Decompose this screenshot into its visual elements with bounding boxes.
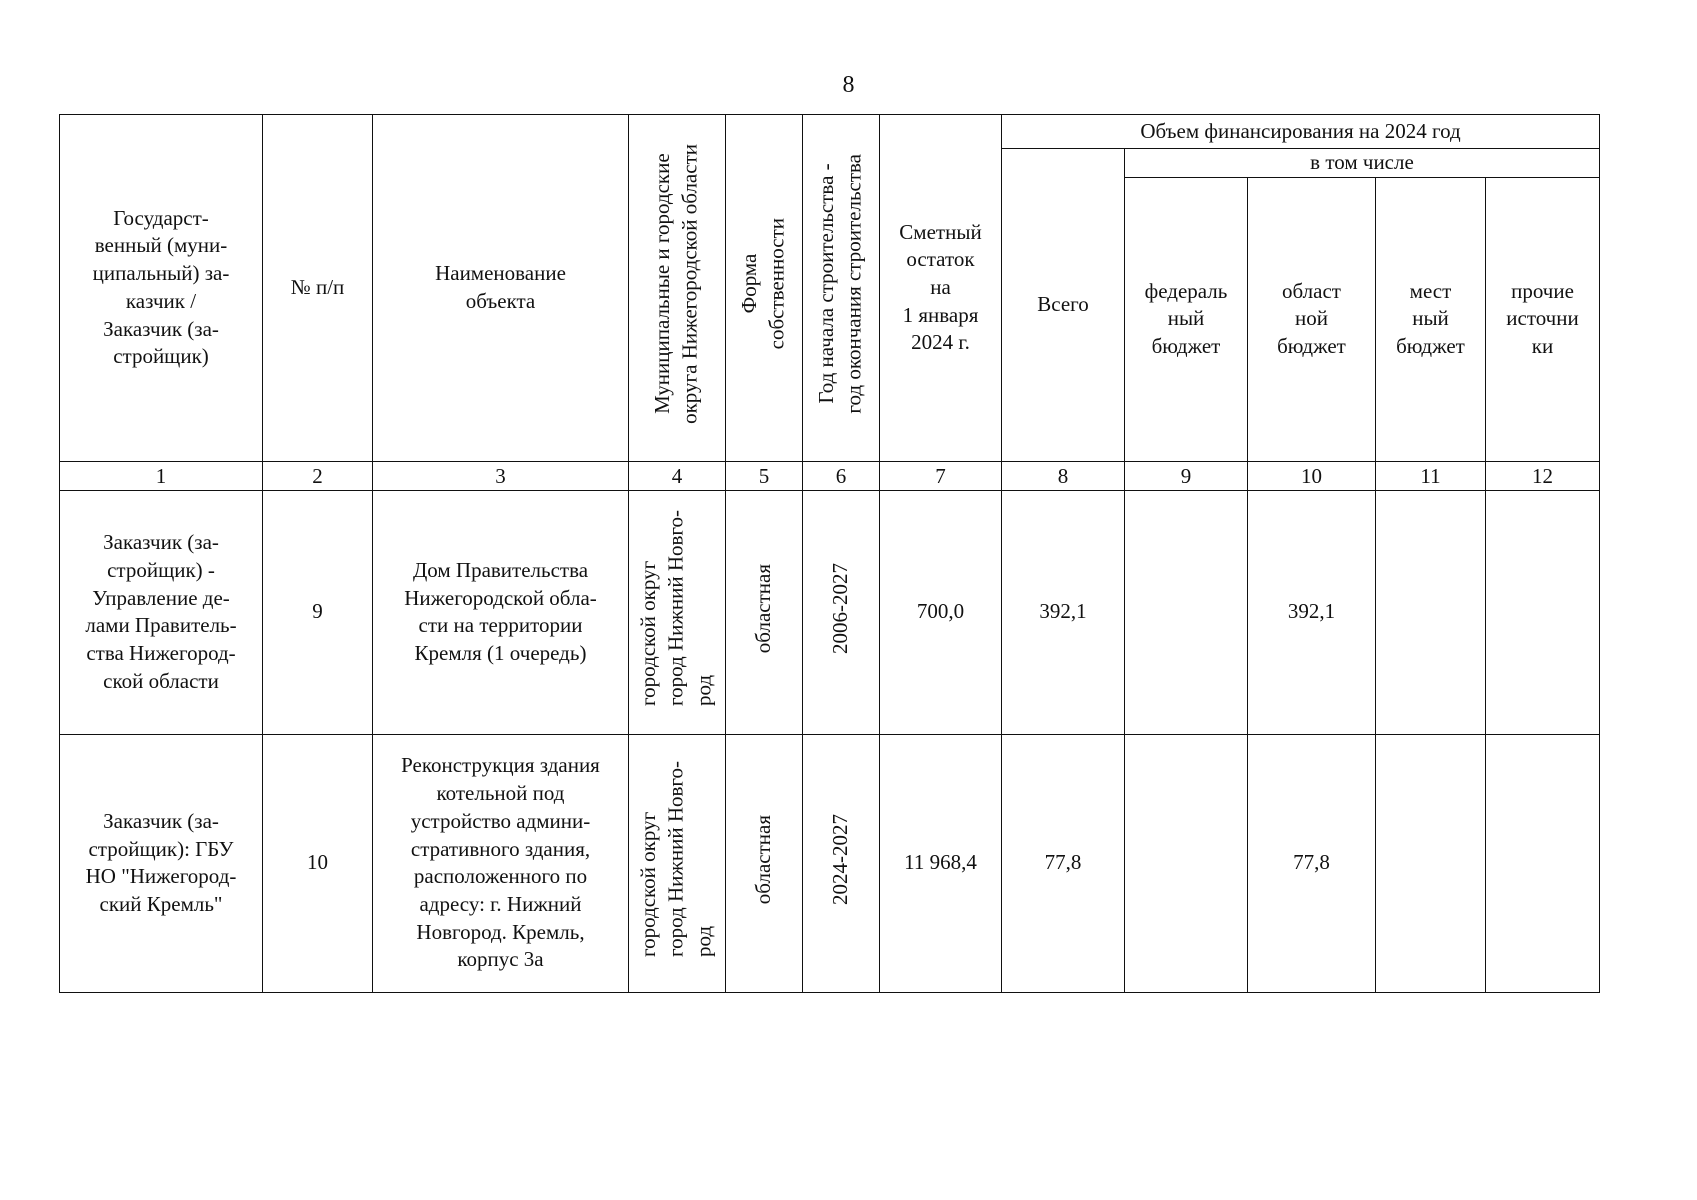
years-text: 2024-2027 bbox=[828, 813, 853, 905]
column-number: 2 bbox=[263, 461, 373, 490]
years-text: 2006-2027 bbox=[828, 562, 853, 654]
table-row bbox=[60, 490, 1600, 734]
local-cell bbox=[1376, 734, 1486, 992]
column-number: 6 bbox=[803, 461, 880, 490]
total-cell: 392,1 bbox=[1002, 490, 1125, 734]
header-regional-budget: област ной бюджет bbox=[1248, 177, 1376, 461]
municipality-cell bbox=[629, 734, 726, 992]
column-number: 3 bbox=[373, 461, 629, 490]
header-estimated-balance: Сметный остаток на 1 января 2024 г. bbox=[880, 115, 1002, 462]
column-number: 12 bbox=[1486, 461, 1600, 490]
balance-cell: 700,0 bbox=[880, 490, 1002, 734]
balance-cell: 11 968,4 bbox=[880, 734, 1002, 992]
object-name-cell: Дом Правительства Нижегородской обла- сти на территории Кремля (1 очередь) bbox=[373, 490, 629, 734]
header-total: Всего bbox=[1002, 149, 1125, 462]
column-number: 1 bbox=[60, 461, 263, 490]
header-municipality-text: Муниципальные и городские округа Нижегородской области bbox=[650, 144, 702, 424]
header-number: № п/п bbox=[263, 115, 373, 462]
customer-cell: Заказчик (за- стройщик) - Управление де- лами Правитель- ства Нижегород- ской области bbox=[60, 490, 263, 734]
header-municipality bbox=[629, 115, 726, 462]
header-years-text: Год начала строительства - год окончания строительства bbox=[814, 154, 866, 414]
municipality-text: городской округ город Нижний Новго- род bbox=[636, 761, 716, 958]
municipality-text: городской округ город Нижний Новго- род bbox=[636, 510, 716, 707]
header-funding-group: Объем финансирования на 2024 год bbox=[1002, 115, 1600, 149]
row-number-cell: 10 bbox=[263, 734, 373, 992]
total-cell: 77,8 bbox=[1002, 734, 1125, 992]
column-number: 11 bbox=[1376, 461, 1486, 490]
years-cell bbox=[803, 734, 880, 992]
financing-table bbox=[59, 114, 1600, 993]
other-cell bbox=[1486, 490, 1600, 734]
regional-cell: 392,1 bbox=[1248, 490, 1376, 734]
column-number: 5 bbox=[726, 461, 803, 490]
regional-cell: 77,8 bbox=[1248, 734, 1376, 992]
ownership-cell bbox=[726, 734, 803, 992]
other-cell bbox=[1486, 734, 1600, 992]
column-numbers-row bbox=[60, 461, 1600, 490]
customer-cell: Заказчик (за- стройщик): ГБУ НО "Нижегород- ский Кремль" bbox=[60, 734, 263, 992]
header-local-budget: мест ный бюджет bbox=[1376, 177, 1486, 461]
municipality-cell bbox=[629, 490, 726, 734]
header-ownership bbox=[726, 115, 803, 462]
header-years bbox=[803, 115, 880, 462]
row-number-cell: 9 bbox=[263, 490, 373, 734]
header-row-1 bbox=[60, 115, 1600, 149]
table-row bbox=[60, 734, 1600, 992]
column-number: 8 bbox=[1002, 461, 1125, 490]
header-including: в том числе bbox=[1125, 149, 1600, 178]
column-number: 9 bbox=[1125, 461, 1248, 490]
federal-cell bbox=[1125, 734, 1248, 992]
header-other-sources: прочие источни ки bbox=[1486, 177, 1600, 461]
years-cell bbox=[803, 490, 880, 734]
column-number: 4 bbox=[629, 461, 726, 490]
header-ownership-text: Форма собственности bbox=[737, 218, 789, 350]
page-number: 8 bbox=[842, 72, 855, 98]
header-federal-budget: федераль ный бюджет bbox=[1125, 177, 1248, 461]
column-number: 7 bbox=[880, 461, 1002, 490]
header-object-name: Наименование объекта bbox=[373, 115, 629, 462]
ownership-text: областная bbox=[751, 563, 776, 653]
header-customer: Государст- венный (муни- ципальный) за- казчик / Заказчик (за- стройщик) bbox=[60, 115, 263, 462]
local-cell bbox=[1376, 490, 1486, 734]
ownership-cell bbox=[726, 490, 803, 734]
federal-cell bbox=[1125, 490, 1248, 734]
ownership-text: областная bbox=[751, 814, 776, 904]
object-name-cell: Реконструкция здания котельной под устройство админи- стративного здания, расположенного по адресу: г. Нижний Новгород. Кремль, корпус 3а bbox=[373, 734, 629, 992]
column-number: 10 bbox=[1248, 461, 1376, 490]
